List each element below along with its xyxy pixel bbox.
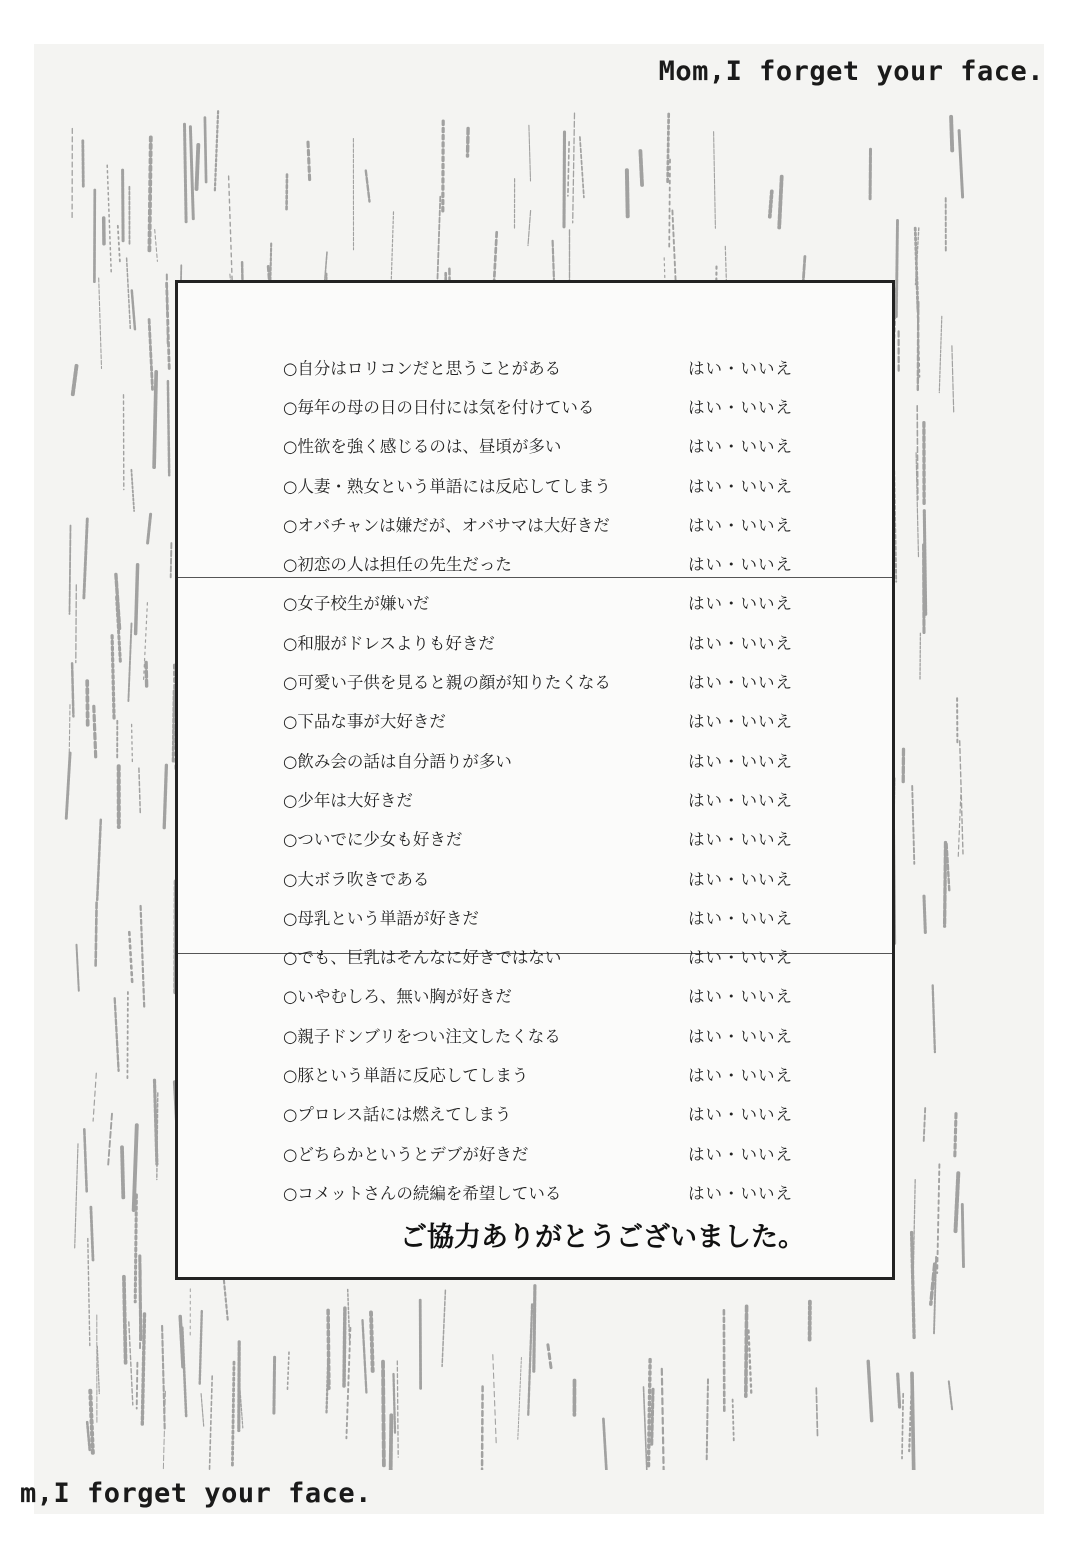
question-text: ○女子校生が嫌いだ	[283, 594, 430, 614]
answer-choice[interactable]: はい・いいえ	[688, 358, 793, 378]
question-text: ○少年は大好きだ	[283, 790, 413, 810]
question-row	[283, 465, 843, 504]
question-row	[283, 1054, 843, 1093]
question-row	[283, 858, 843, 897]
answer-choice[interactable]: はい・いいえ	[688, 908, 793, 928]
question-row	[283, 819, 843, 858]
footer-title: m,I forget your face.	[20, 1478, 372, 1509]
question-text: ○豚という単語に反応してしまう	[283, 1065, 529, 1085]
question-text: ○可愛い子供を見ると親の顔が知りたくなる	[283, 673, 611, 693]
answer-choice[interactable]: はい・いいえ	[688, 594, 793, 614]
answer-choice[interactable]: はい・いいえ	[688, 633, 793, 653]
question-text: ○オバチャンは嫌だが、オバサマは大好きだ	[283, 515, 610, 535]
answer-choice[interactable]: はい・いいえ	[688, 712, 793, 732]
question-text: ○毎年の母の日の日付には気を付けている	[283, 397, 595, 417]
question-row	[283, 740, 843, 779]
question-list	[283, 347, 843, 1212]
question-text: ○下品な事が大好きだ	[283, 712, 446, 732]
answer-choice[interactable]: はい・いいえ	[688, 790, 793, 810]
answer-choice[interactable]: はい・いいえ	[688, 476, 793, 496]
question-text: ○プロレス話には燃えてしまう	[283, 1105, 512, 1125]
question-row	[283, 661, 843, 700]
answer-choice[interactable]: はい・いいえ	[688, 751, 793, 771]
answer-choice[interactable]: はい・いいえ	[688, 1065, 793, 1085]
question-text: ○和服がドレスよりも好きだ	[283, 633, 495, 653]
answer-choice[interactable]: はい・いいえ	[688, 555, 793, 575]
answer-choice[interactable]: はい・いいえ	[688, 830, 793, 850]
question-text: ○人妻・熟女という単語には反応してしまう	[283, 476, 611, 496]
question-text: ○コメットさんの続編を希望している	[283, 1183, 562, 1203]
question-row	[283, 347, 843, 386]
question-row	[283, 1172, 843, 1211]
answer-choice[interactable]: はい・いいえ	[688, 1026, 793, 1046]
header-title: Mom,I forget your face.	[658, 56, 1044, 87]
answer-choice[interactable]: はい・いいえ	[688, 673, 793, 693]
question-text: ○でも、巨乳はそんなに好きではない	[283, 948, 562, 968]
question-text: ○初恋の人は担任の先生だった	[283, 555, 512, 575]
answer-choice[interactable]: はい・いいえ	[688, 397, 793, 417]
question-text: ○性欲を強く感じるのは、昼頃が多い	[283, 437, 562, 457]
answer-choice[interactable]: はい・いいえ	[688, 987, 793, 1007]
answer-choice[interactable]: はい・いいえ	[688, 1183, 793, 1203]
question-text: ○親子ドンブリをつい注文したくなる	[283, 1026, 561, 1046]
question-row	[283, 897, 843, 936]
question-row	[283, 1015, 843, 1054]
question-text: ○母乳という単語が好きだ	[283, 908, 479, 928]
question-row	[283, 386, 843, 425]
question-text: ○飲み会の話は自分語りが多い	[283, 751, 512, 771]
question-row	[283, 701, 843, 740]
question-row	[283, 504, 843, 543]
question-row	[283, 1133, 843, 1172]
question-row	[283, 583, 843, 622]
question-text: ○いやむしろ、無い胸が好きだ	[283, 987, 512, 1007]
question-text: ○自分はロリコンだと思うことがある	[283, 358, 562, 378]
thanks-message: ご協力ありがとうございました。	[400, 1222, 805, 1253]
question-text: ○大ボラ吹きである	[283, 869, 430, 889]
answer-choice[interactable]: はい・いいえ	[688, 515, 793, 535]
question-row	[283, 426, 843, 465]
question-row	[283, 1094, 843, 1133]
question-row	[283, 936, 843, 975]
question-row	[283, 976, 843, 1015]
question-text: ○ついでに少女も好きだ	[283, 830, 463, 850]
question-row	[283, 779, 843, 818]
answer-choice[interactable]: はい・いいえ	[688, 437, 793, 457]
question-row	[283, 543, 843, 582]
question-row	[283, 622, 843, 661]
answer-choice[interactable]: はい・いいえ	[688, 1105, 793, 1125]
answer-choice[interactable]: はい・いいえ	[688, 1144, 793, 1164]
answer-choice[interactable]: はい・いいえ	[688, 869, 793, 889]
answer-choice[interactable]: はい・いいえ	[688, 948, 793, 968]
question-text: ○どちらかというとデブが好きだ	[283, 1144, 529, 1164]
